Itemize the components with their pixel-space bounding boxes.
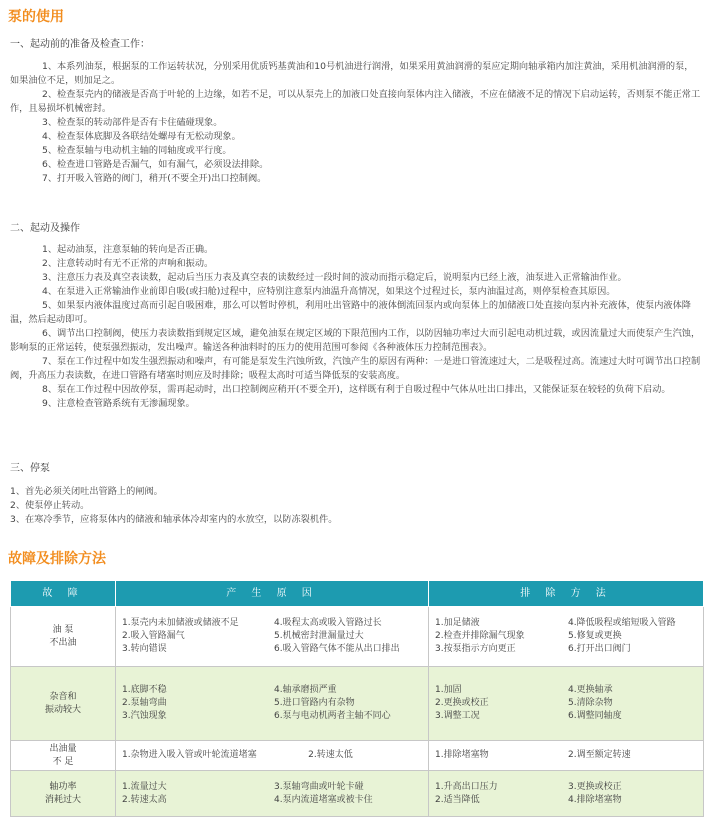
list-item: 3、检查泵的转动部件是否有卡住磕碰现象。 [42,117,223,128]
list-item: 2、注意转动时有无不正常的声响和振动。 [42,258,214,269]
list-item: 7、泵在工作过程中如发生强烈振动和噪声，有可能是泵发生汽蚀所致，汽蚀产生的原因有两种：一是进口管流速过大，二是吸程过高。流速过大时可调节出口控制阀，升高压力表读数，在进口管路有堵塞时则应及时排除；吸程太高时可适当降低泵的安装高度。 [10,356,701,381]
stop-heading: 三、停泵 [10,463,50,474]
table-row [11,607,704,667]
list-item: 3、在寒冷季节，应将泵体内的储液和轴承体冷却室内的水放空，以防冻裂机件。 [10,514,338,525]
fault-name: 轴功率 消耗过大 [11,771,116,817]
fault-causes: 1.流量过大 3.泵轴弯曲或叶轮卡碰 2.转速太高 4.泵内流道堵塞或被卡住 [116,771,429,817]
before-start-list [10,60,702,186]
list-item: 4、在泵进入正常输油作业前即自吸(或扫舱)过程中，应特别注意泵内油温升高情况，如果这个过程过长，泵内油温过高，则停泵检查其原因。 [42,286,616,297]
list-item: 2、检查泵壳内的储液是否高于叶轮的上边缘，如若不足，可以从泵壳上的加液口处直接向泵体内注入储液，不应在储液不足的情况下启动运转，否则泵不能正常工作，且易损坏机械密封。 [10,89,701,114]
list-item: 5、检查泵轴与电动机主轴的同轴度或平行度。 [42,145,232,156]
start-operation-heading: 二、起动及操作 [10,223,80,234]
faults-title: 故障及排除方法 [8,551,106,567]
fault-causes: 1.杂物进入吸入管或叶轮流道堵塞 2.转速太低 [116,741,429,771]
before-start-heading: 一、起动前的准备及检查工作： [10,39,150,50]
list-item: 1、本系列油泵，根据泵的工作运转状况，分别采用优质钙基黄油和10号机油进行润滑，如果采用黄油润滑的泵应定期向轴承箱内加注黄油，采用机油润滑的泵，如果油位不足，则加足之。 [10,61,694,86]
table-row [11,741,704,771]
fault-causes: 1.底脚不稳 4.轴承磨损严重 2.泵轴弯曲 5.进口管路内有杂物 3.汽蚀现象 6.泵与电动机两者主轴不同心 [116,667,429,741]
fault-name: 杂音和 振动较大 [11,667,116,741]
list-item: 8、泵在工作过程中因故停泵，需再起动时，出口控制阀应稍开(不要全开)，这样既有利于自吸过程中气体从吐出口排出，又能保证泵在较轻的负荷下启动。 [42,384,671,395]
fault-table [10,580,704,817]
fault-remedies: 1.加固 4.更换轴承 2.更换或校正 5.清除杂物 3.调整工况 6.调整同轴度 [429,667,704,741]
list-item: 6、检查进口管路是否漏气，如有漏气，必须设法排除。 [42,159,269,170]
list-item: 9、注意检查管路系统有无渗漏现象。 [42,398,195,409]
col-header-cause: 产 生 原 因 [116,581,429,607]
list-item: 7、打开吸入管路的阀门，稍开(不要全开)出口控制阀。 [42,173,267,184]
col-header-remedy: 排 除 方 法 [429,581,704,607]
list-item: 2、使泵停止转动。 [10,500,90,511]
list-item: 1、首先必须关闭吐出管路上的闸阀。 [10,486,163,497]
list-item: 1、起动油泵，注意泵轴的转向是否正确。 [42,244,214,255]
list-item: 6、调节出口控制阀，使压力表读数指到规定区域，避免油泵在规定区域的下限范围内工作，以防因轴功率过大而引起电动机过载，或因流量过大而使泵产生汽蚀，影响泵的正常运转，使泵强烈振动，发出噪声。输送各种油料时的压力的使用范围可参阅《各种液体压力控制范围表》。 [10,328,701,353]
fault-remedies: 1.升高出口压力 3.更换或校正 2.适当降低 4.排除堵塞物 [429,771,704,817]
fault-causes: 1.泵壳内未加储液或储液不足 4.吸程太高或吸入管路过长 2.吸入管路漏气 5.机械密封泄漏量过大 3.转向错误 6.吸入管路气体不能从出口排出 [116,607,429,667]
fault-name: 出油量 不 足 [11,741,116,771]
usage-title: 泵的使用 [8,9,64,25]
start-operation-list [10,243,702,411]
fault-remedies: 1.排除堵塞物 2.调至额定转速 [429,741,704,771]
fault-remedies: 1.加足储液 4.降低吸程或缩短吸入管路 2.检查并排除漏气现象 5.修复或更换 3.按泵指示方向更正 6.打开出口阀门 [429,607,704,667]
table-row [11,667,704,741]
fault-name: 油 泵 不出油 [11,607,116,667]
list-item: 4、检查泵体底脚及各联结处螺母有无松动现象。 [42,131,241,142]
table-header-row [11,581,704,607]
stop-list [10,485,702,527]
list-item: 5、如果泵内液体温度过高而引起自吸困难，那么可以暂时停机，利用吐出管路中的液体倒流回泵内或向泵体上的加储液口处直接向泵内补充液体，使泵内液体降温，然后起动即可。 [10,300,691,325]
col-header-fault: 故 障 [11,581,116,607]
table-row [11,771,704,817]
list-item: 3、注意压力表及真空表读数，起动后当压力表及真空表的读数经过一段时间的波动而指示稳定后，说明泵内已经上液，油泵进入正常输油作业。 [42,272,627,283]
